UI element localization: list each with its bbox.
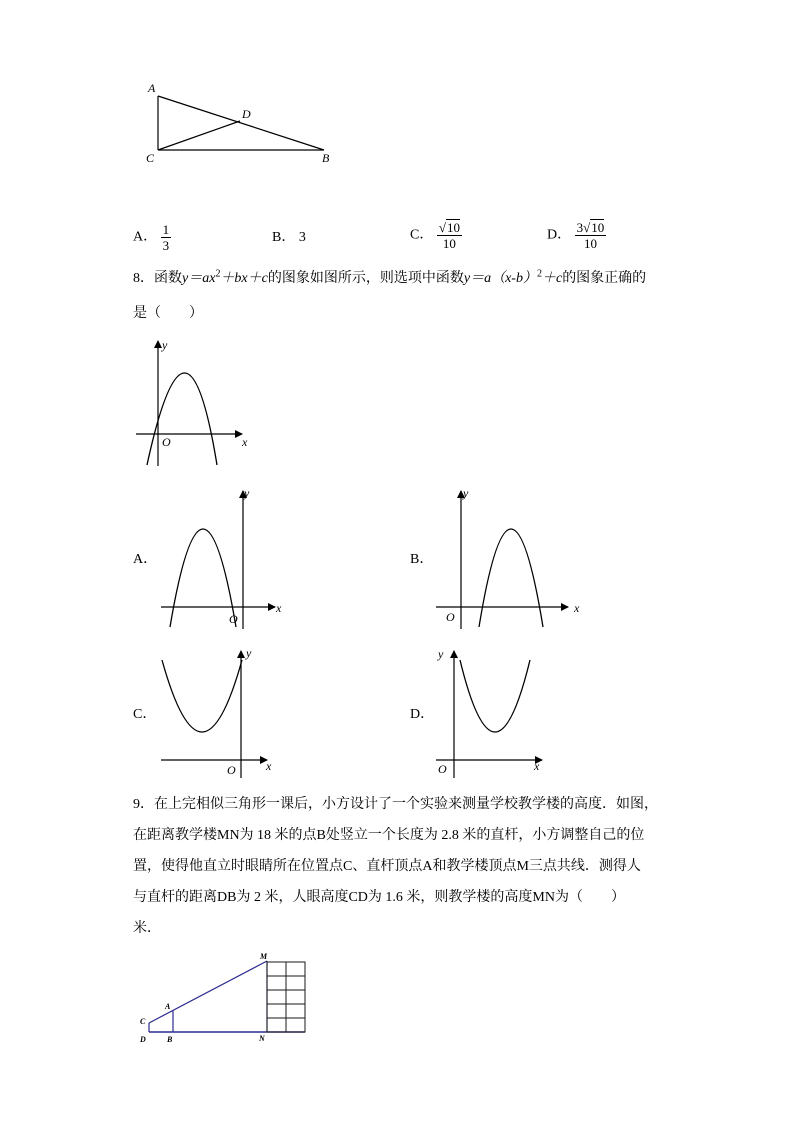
q8-stem-line1 (133, 269, 646, 289)
denominator: 10 (583, 236, 597, 251)
y-label: y (463, 486, 469, 500)
x-label: x (574, 601, 580, 615)
origin-label: O (438, 762, 447, 776)
q8-tail: 的图象正确的 (562, 271, 647, 286)
q8-func2-exp: 2 (536, 268, 542, 280)
segment-ab (158, 96, 324, 150)
denominator: 10 (442, 236, 456, 251)
q9-line2: 在距离教学楼MN为 18 米的点B处竖立一个长度为 2.8 米的直杆，小方调整自己的位 (133, 828, 645, 843)
origin-label: O (227, 763, 236, 777)
parabola-curve (460, 660, 530, 732)
label-a: A (148, 81, 156, 95)
sight-line (149, 961, 267, 1023)
q8-option-c-graph (155, 645, 285, 780)
q8-option-b-label: B． (410, 552, 434, 567)
fraction (575, 220, 607, 251)
numerator (575, 220, 607, 236)
q8-option-c-label: C． (133, 707, 157, 722)
y-label: y (244, 486, 250, 500)
q8-func2: y＝a（x-b） (463, 271, 537, 286)
label-n: N (259, 1034, 265, 1043)
x-label: x (242, 435, 248, 449)
sqrt-sign: √ (583, 220, 591, 235)
label-d: D (140, 1035, 146, 1044)
label-d: D (242, 107, 251, 121)
q8-option-b-graph (430, 483, 590, 631)
q7-option-a (133, 222, 171, 253)
segment-cd (158, 121, 240, 150)
q9-line4: 与直杆的距离DB为 2 米，人眼高度CD为 1.6 米，则教学楼的高度MN为（ ） (133, 890, 625, 905)
q8-lead: 8．函数 (133, 271, 182, 286)
origin-label: O (162, 435, 171, 449)
q8-mid: 的图象如图所示，则选项中函数 (267, 271, 464, 286)
q7-option-d (547, 220, 606, 251)
coefficient: 3 (576, 220, 584, 235)
y-label: y (438, 647, 444, 661)
option-letter: A． (133, 229, 158, 245)
fraction (437, 220, 462, 251)
q8-option-d-graph (430, 645, 560, 780)
fraction (161, 222, 172, 253)
q8-option-a-graph (155, 483, 295, 631)
radicand: 10 (591, 220, 605, 235)
parabola-curve (162, 660, 242, 732)
y-label: y (162, 338, 168, 352)
q8-func2-rest: ＋c (541, 271, 563, 286)
parabola-curve (479, 529, 543, 627)
q8-stem-line2: 是（ ） (133, 306, 203, 321)
origin-label: O (446, 610, 455, 624)
x-label: x (266, 759, 272, 773)
q8-given-graph (130, 335, 265, 470)
q7-option-b (272, 228, 306, 248)
building-grid (267, 962, 305, 1032)
q9-line5: 米． (133, 921, 161, 936)
option-value: 3 (298, 230, 306, 245)
q8-option-d-label: D． (410, 707, 435, 722)
option-letter: B． (272, 230, 296, 245)
option-letter: C． (410, 227, 434, 243)
label-b: B (167, 1035, 173, 1044)
sqrt-sign: √ (438, 220, 446, 235)
triangle-figure (140, 78, 350, 168)
q9-line1: 9．在上完相似三角形一课后，小方设计了一个实验来测量学校教学楼的高度．如图， (133, 797, 658, 812)
parabola-curve (170, 529, 236, 627)
label-a: A (165, 1002, 171, 1011)
denominator: 3 (162, 238, 170, 253)
label-b: B (322, 151, 330, 165)
origin-label: O (229, 612, 238, 626)
numerator (437, 220, 462, 236)
q8-func1: y＝ax (182, 271, 216, 286)
numerator: 1 (162, 222, 170, 237)
q8-option-a-label: A． (133, 552, 158, 567)
x-label: x (534, 759, 540, 773)
q8-func1-rest: ＋bx＋c (220, 271, 268, 286)
radicand: 10 (446, 220, 460, 235)
q9-line3: 置，使得他直立时眼睛所在位置点C、直杆顶点A和教学楼顶点M三点共线．测得人 (133, 859, 641, 874)
option-letter: D． (547, 227, 572, 243)
x-label: x (276, 601, 282, 615)
q7-option-c (410, 220, 462, 251)
label-c: C (146, 151, 155, 165)
label-c: C (140, 1017, 146, 1026)
building-figure (135, 948, 315, 1048)
y-label: y (246, 646, 252, 660)
q8-func1-exp: 2 (215, 268, 221, 280)
label-m: M (260, 952, 268, 961)
